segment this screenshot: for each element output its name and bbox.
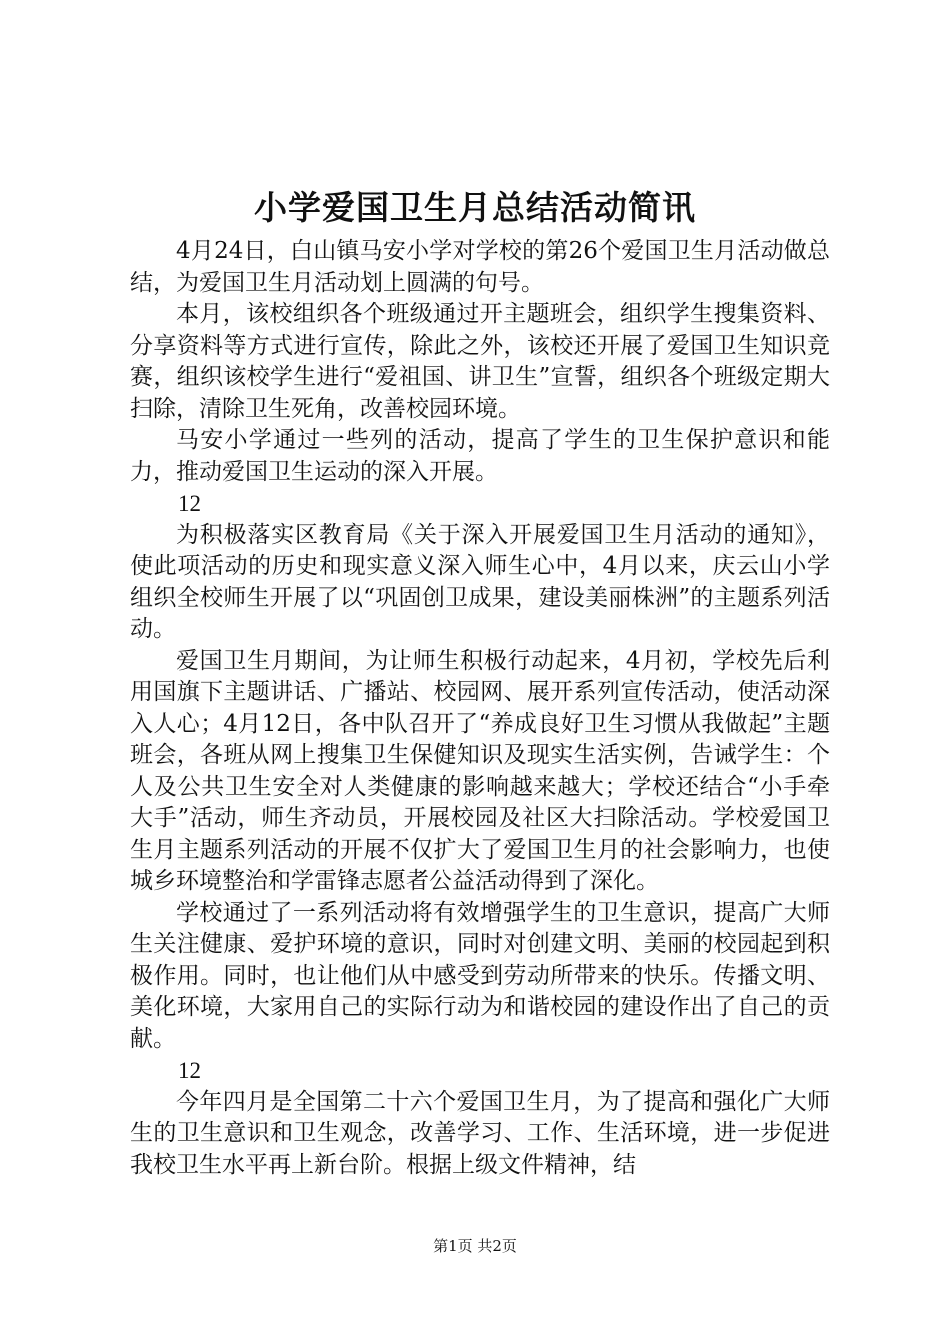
document-title: 小学爱国卫生月总结活动简讯 (254, 188, 696, 227)
paragraph: 为积极落实区教育局《关于深入开展爱国卫生月活动的通知》，使此项活动的历史和现实意义深入师生心中，4月以来，庆云山小学组织全校师生开展了以“巩固创卫成果，建设美丽株洲”的主题系列活动。 (130, 521, 830, 642)
paragraph: 学校通过了一系列活动将有效增强学生的卫生意识，提高广大师生关注健康、爱护环境的意识，同时对创建文明、美丽的校园起到积极作用。同时，也让他们从中感受到劳动所带来的快乐。传播文明、美化环境，大家用自己的实际行动为和谐校园的建设作出了自己的贡献。 (130, 899, 830, 1052)
document-body (130, 236, 830, 1181)
paragraph: 爱国卫生月期间，为让师生积极行动起来，4月初，学校先后利用国旗下主题讲话、广播站、校园网、展开系列宣传活动，使活动深入人心；4月12日，各中队召开了“养成良好卫生习惯从我做起”主题班会，各班从网上搜集卫生保健知识及现实生活实例，告诫学生：个人及公共卫生安全对人类健康的影响越来越大；学校还结合“小手牵大手”活动，师生齐动员，开展校园及社区大扫除活动。学校爱国卫生月主题系列活动的开展不仅扩大了爱国卫生月的社会影响力，也使城乡环境整治和学雷锋志愿者公益活动得到了深化。 (130, 647, 830, 894)
paragraph: 马安小学通过一些列的活动，提高了学生的卫生保护意识和能力，推动爱国卫生运动的深入开展。 (130, 427, 830, 485)
paragraph: 今年四月是全国第二十六个爱国卫生月，为了提高和强化广大师生的卫生意识和卫生观念，改善学习、工作、生活环境，进一步促进我校卫生水平再上新台阶。根据上级文件精神，结 (130, 1088, 830, 1178)
section-marker: 12 (178, 1058, 201, 1083)
page-footer: 第1页 共2页 (433, 1237, 517, 1255)
paragraph: 本月，该校组织各个班级通过开主题班会，组织学生搜集资料、分享资料等方式进行宣传，除此之外，该校还开展了爱国卫生知识竞赛，组织该校学生进行“爱祖国、讲卫生”宣誓，组织各个班级定期大扫除，清除卫生死角，改善校园环境。 (130, 301, 830, 422)
section-marker: 12 (178, 491, 201, 516)
paragraph: 4月24日，白山镇马安小学对学校的第26个爱国卫生月活动做总结，为爱国卫生月活动划上圆满的句号。 (130, 238, 830, 296)
